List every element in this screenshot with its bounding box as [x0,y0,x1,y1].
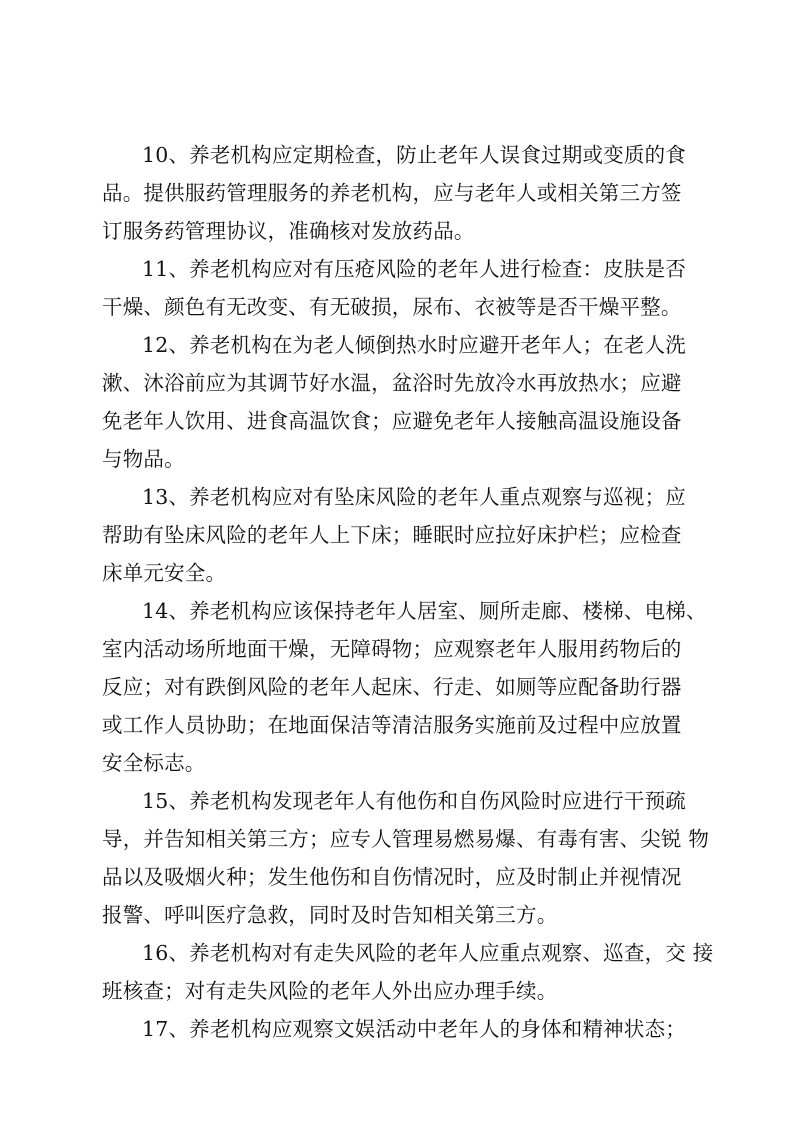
paragraph-11-line-1: 11、养老机构应对有压疮风险的老年人进行检查：皮肤是否 [142,257,686,281]
paragraph-13-line-1: 13、养老机构应对有坠床风险的老年人重点观察与巡视；应 [142,485,686,509]
paragraph-11-line-2: 干燥、颜色有无改变、有无破损，尿布、衣被等是否干燥平整。 [102,295,682,319]
paragraph-12-line-4: 与物品。 [102,447,185,471]
paragraph-15-line-4: 报警、呼叫医疗急救，同时及时告知相关第三方。 [102,903,558,927]
paragraph-14-line-1: 14、养老机构应该保持老年人居室、厕所走廊、楼梯、电梯、 [142,599,707,623]
paragraph-16-line-1: 16、养老机构对有走失风险的老年人应重点观察、巡查，交 接 [142,941,714,965]
paragraph-15-line-3: 品以及吸烟火种；发生他伤和自伤情况时，应及时制止并视情况 [102,865,682,889]
paragraph-17-line-1: 17、养老机构应观察文娱活动中老年人的身体和精神状态； [142,1017,686,1041]
paragraph-14-line-2: 室内活动场所地面干燥，无障碍物；应观察老年人服用药物后的 [102,637,682,661]
paragraph-12-line-2: 漱、沐浴前应为其调节好水温，盆浴时先放冷水再放热水；应避 [102,371,682,395]
paragraph-16-line-2: 班核查；对有走失风险的老年人外出应办理手续。 [102,979,558,1003]
paragraph-13-line-2: 帮助有坠床风险的老年人上下床；睡眠时应拉好床护栏；应检查 [102,523,682,547]
paragraph-14-line-3: 反应；对有跌倒风险的老年人起床、行走、如厕等应配备助行器 [102,675,682,699]
paragraph-12-line-1: 12、养老机构在为老人倾倒热水时应避开老年人；在老人洗 [142,333,686,357]
paragraph-10-line-3: 订服务药管理协议，准确核对发放药品。 [102,219,475,243]
paragraph-15-line-2: 导，并告知相关第三方；应专人管理易燃易爆、有毒有害、尖锐 物 [102,827,710,851]
paragraph-10-line-1: 10、养老机构应定期检查，防止老年人误食过期或变质的食 [142,143,686,167]
paragraph-14-line-5: 安全标志。 [102,751,206,775]
paragraph-14-line-4: 或工作人员协助；在地面保洁等清洁服务实施前及过程中应放置 [102,713,682,737]
paragraph-15-line-1: 15、养老机构发现老年人有他伤和自伤风险时应进行干预疏 [142,789,686,813]
paragraph-13-line-3: 床单元安全。 [102,561,227,585]
paragraph-10-line-2: 品。提供服药管理服务的养老机构，应与老年人或相关第三方签 [102,181,682,205]
paragraph-12-line-3: 免老年人饮用、进食高温饮食；应避免老年人接触高温设施设备 [102,409,682,433]
